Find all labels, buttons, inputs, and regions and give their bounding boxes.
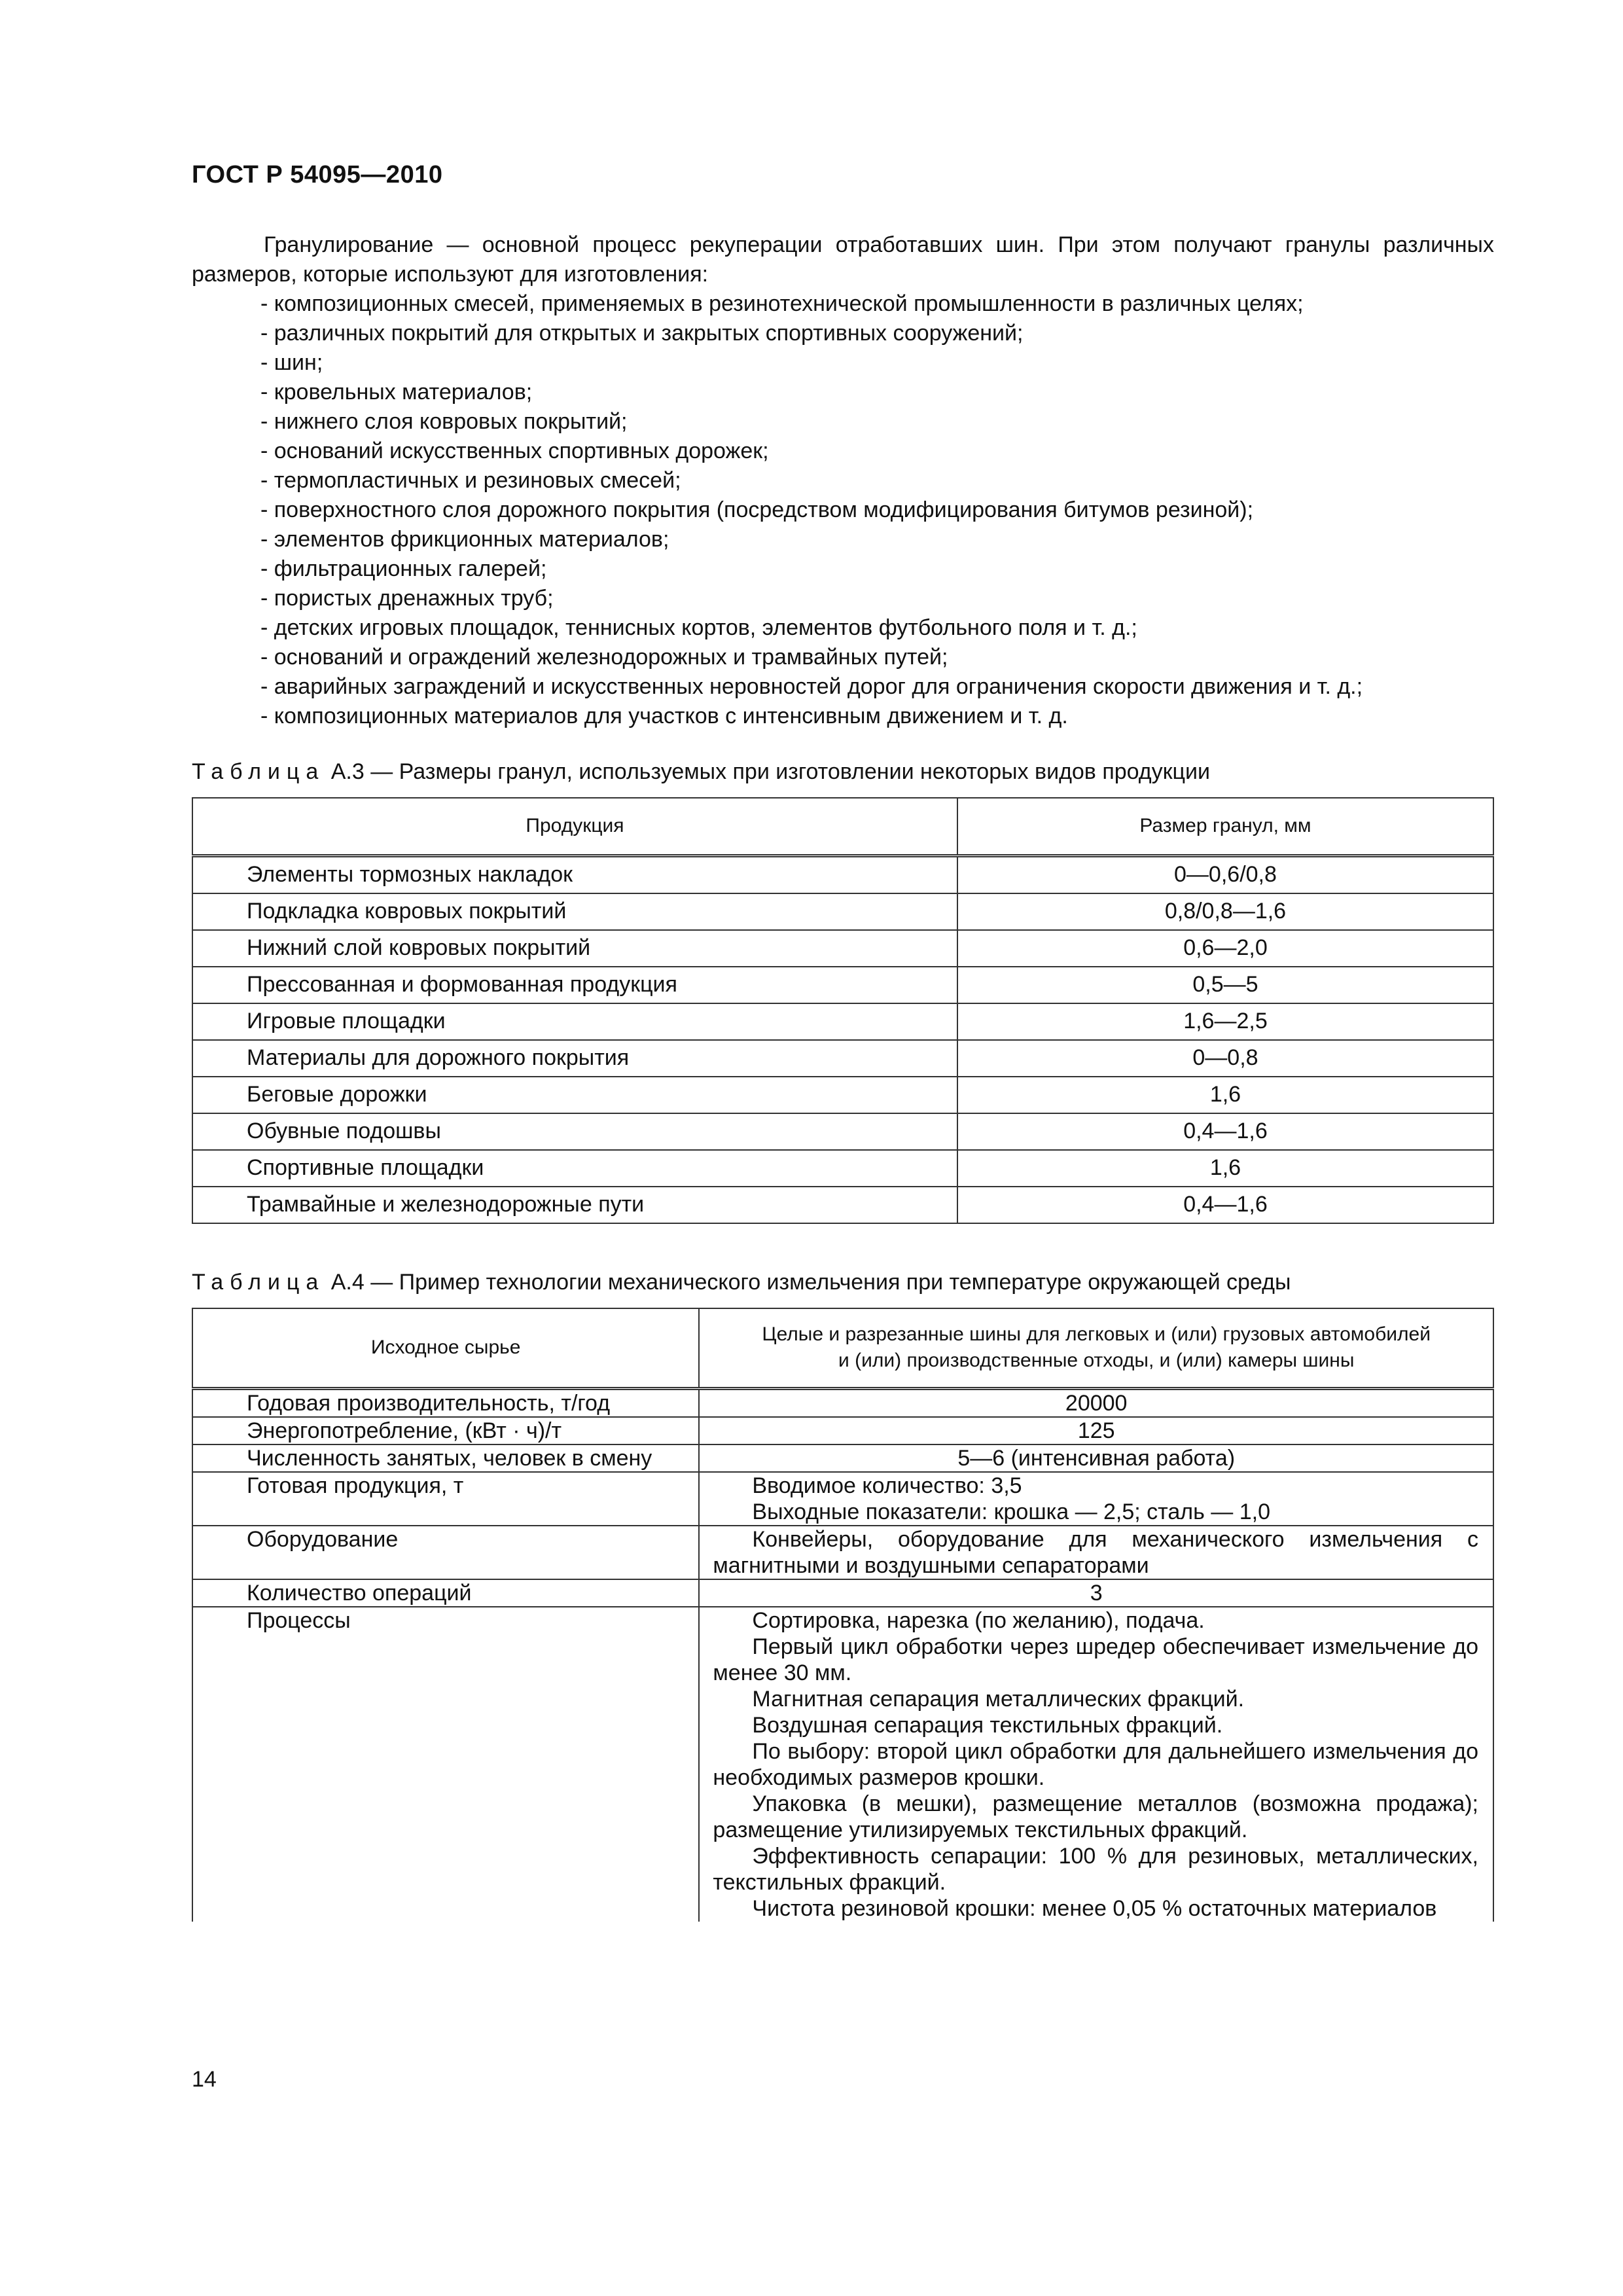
table-a3-caption [192, 759, 1210, 785]
table-row [192, 1003, 1493, 1040]
value-cell [699, 1472, 1493, 1526]
value-cell [699, 1607, 1493, 1922]
size-cell: 1,6—2,5 [957, 1003, 1493, 1040]
list-item: - различных покрытий для открытых и закрытых спортивных сооружений; [260, 321, 1024, 346]
process-step: Упаковка (в мешки), размещение металлов (возможна продажа); размещение утилизируемых текстильных фракций. [713, 1791, 1478, 1842]
table-a3 [192, 797, 1494, 1224]
list-item: - кровельных материалов; [260, 380, 533, 404]
usage-list [192, 289, 1494, 731]
size-cell: 0,4—1,6 [957, 1113, 1493, 1150]
caption-text: А.4 — Пример технологии механического измельчения при температуре окружающей среды [325, 1270, 1291, 1295]
header-line: и (или) производственные отходы, и (или) камеры шины [838, 1350, 1355, 1372]
list-item: - пористых дренажных труб; [260, 586, 554, 611]
list-item: - детских игровых площадок, теннисных кортов, элементов футбольного поля и т. д.; [260, 615, 1137, 640]
intro-paragraph: Гранулирование — основной процесс рекуперации отработавших шин. При этом получают гранулы различных размеров, которые используют для изготовления: [192, 232, 1494, 287]
value-line: Выходные показатели: крошка — 2,5; сталь — 1,0 [752, 1499, 1270, 1524]
table-a4-caption [192, 1270, 1291, 1295]
size-cell: 1,6 [957, 1150, 1493, 1187]
list-item: - шин; [260, 350, 323, 375]
table-row [192, 1040, 1493, 1077]
parameter-cell: Энергопотребление, (кВт · ч)/т [192, 1417, 699, 1444]
size-cell: 0,5—5 [957, 967, 1493, 1003]
table-row [192, 855, 1493, 893]
product-cell: Беговые дорожки [192, 1077, 957, 1113]
table-row [192, 893, 1493, 930]
product-cell: Материалы для дорожного покрытия [192, 1040, 957, 1077]
table-header: Исходное сырье [192, 1308, 699, 1388]
list-item: - фильтрационных галерей; [260, 556, 547, 581]
parameter-cell: Готовая продукция, т [192, 1472, 699, 1526]
table-header: Продукция [192, 798, 957, 855]
table-row [192, 1579, 1493, 1607]
value-cell: 5—6 (интенсивная работа) [699, 1444, 1493, 1472]
value-cell: 20000 [699, 1388, 1493, 1417]
process-step: Магнитная сепарация металлических фракций. [752, 1686, 1245, 1712]
list-item: - элементов фрикционных материалов; [260, 527, 669, 552]
table-row [192, 967, 1493, 1003]
process-step: Эффективность сепарации: 100 % для резиновых, металлических, текстильных фракций. [713, 1843, 1478, 1895]
size-cell: 0,8/0,8—1,6 [957, 893, 1493, 930]
process-step: Первый цикл обработки через шредер обеспечивает измельчение до менее 30 мм. [713, 1634, 1478, 1685]
parameter-cell: Годовая производительность, т/год [192, 1388, 699, 1417]
product-cell: Нижний слой ковровых покрытий [192, 930, 957, 967]
standard-title: ГОСТ Р 54095—2010 [192, 161, 443, 188]
size-cell: 1,6 [957, 1077, 1493, 1113]
table-row [192, 1187, 1493, 1223]
caption-label: Таблица [192, 759, 325, 784]
size-cell: 0,4—1,6 [957, 1187, 1493, 1223]
table-row [192, 1388, 1493, 1417]
caption-text: А.3 — Размеры гранул, используемых при изготовлении некоторых видов продукции [325, 759, 1210, 784]
page-number: 14 [192, 2067, 217, 2092]
value-line: Вводимое количество: 3,5 [752, 1473, 1022, 1498]
list-item: - композиционных смесей, применяемых в резинотехнической промышленности в различных целях; [260, 291, 1304, 316]
value-cell: 125 [699, 1417, 1493, 1444]
table-row [192, 1077, 1493, 1113]
list-item: - оснований искусственных спортивных дорожек; [260, 439, 769, 463]
size-cell: 0—0,8 [957, 1040, 1493, 1077]
product-cell: Обувные подошвы [192, 1113, 957, 1150]
table-row [192, 1526, 1493, 1579]
process-step: Сортировка, нарезка (по желанию), подача. [752, 1607, 1205, 1633]
header-line: Целые и разрезанные шины для легковых и (или) грузовых автомобилей [762, 1323, 1431, 1346]
value-cell: 3 [699, 1579, 1493, 1607]
parameter-cell: Процессы [192, 1607, 699, 1922]
value-cell [699, 1526, 1493, 1579]
table-row [192, 1150, 1493, 1187]
process-step: Чистота резиновой крошки: менее 0,05 % остаточных материалов [752, 1895, 1437, 1921]
intro-section [192, 230, 1494, 731]
parameter-cell: Численность занятых, человек в смену [192, 1444, 699, 1472]
list-item: - поверхностного слоя дорожного покрытия (посредством модифицирования битумов резиной); [260, 497, 1254, 522]
product-cell: Трамвайные и железнодорожные пути [192, 1187, 957, 1223]
value-line: Конвейеры, оборудование для механического измельчения с магнитными и воздушными сепараторами [713, 1526, 1478, 1578]
process-step: Воздушная сепарация текстильных фракций. [752, 1712, 1223, 1738]
product-cell: Спортивные площадки [192, 1150, 957, 1187]
table-row [192, 1607, 1493, 1922]
process-step: По выбору: второй цикл обработки для дальнейшего измельчения до необходимых размеров крошки. [713, 1738, 1478, 1790]
table-row [192, 930, 1493, 967]
parameter-cell: Оборудование [192, 1526, 699, 1579]
size-cell: 0—0,6/0,8 [957, 855, 1493, 893]
list-item: - термопластичных и резиновых смесей; [260, 468, 681, 493]
table-row [192, 1113, 1493, 1150]
parameter-cell: Количество операций [192, 1579, 699, 1607]
table-row [192, 1472, 1493, 1526]
product-cell: Элементы тормозных накладок [192, 855, 957, 893]
product-cell: Игровые площадки [192, 1003, 957, 1040]
table-header: Размер гранул, мм [957, 798, 1493, 855]
caption-label: Таблица [192, 1270, 325, 1295]
product-cell: Прессованная и формованная продукция [192, 967, 957, 1003]
list-item: - оснований и ограждений железнодорожных и трамвайных путей; [260, 645, 948, 670]
list-item: - нижнего слоя ковровых покрытий; [260, 409, 628, 434]
product-cell: Подкладка ковровых покрытий [192, 893, 957, 930]
list-item: - композиционных материалов для участков с интенсивным движением и т. д. [260, 704, 1068, 728]
size-cell: 0,6—2,0 [957, 930, 1493, 967]
table-row [192, 1444, 1493, 1472]
table-header [699, 1308, 1493, 1388]
table-a4 [192, 1308, 1494, 1922]
list-item: - аварийных заграждений и искусственных неровностей дорог для ограничения скорости движения и т. д.; [260, 674, 1363, 699]
table-row [192, 1417, 1493, 1444]
